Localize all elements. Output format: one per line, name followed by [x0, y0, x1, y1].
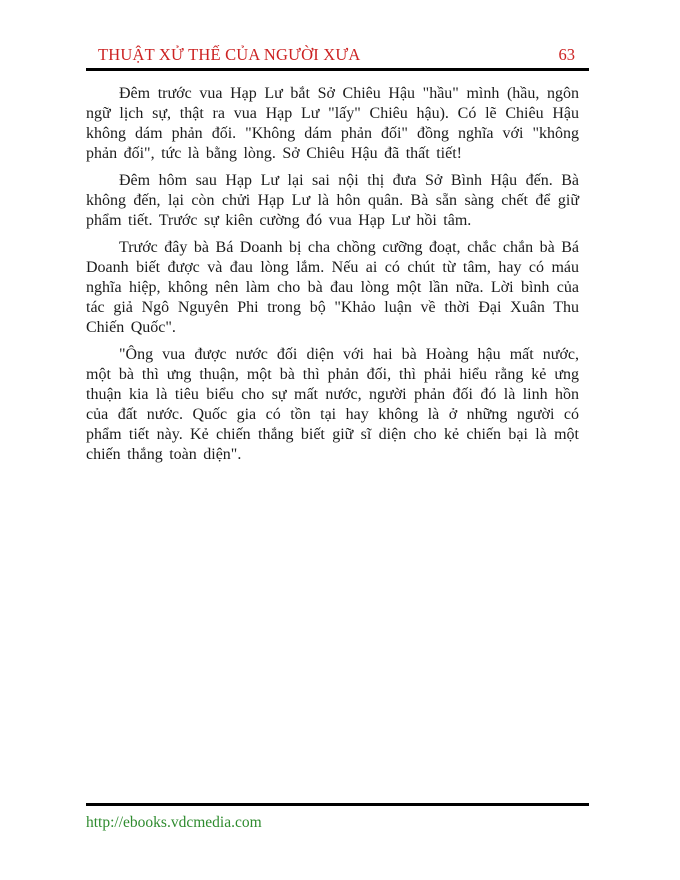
footer-link[interactable]: http://ebooks.vdcmedia.com [86, 814, 262, 831]
paragraph-2: Đêm hôm sau Hạp Lư lại sai nội thị đưa Sở Bình Hậu đến. Bà không đến, lại còn chửi Hạp Lư là hôn quân. Bà sẵn sàng chết để giữ phẩm tiết. Trước sự kiên cường đó vua Hạp Lư hồi tâm. [86, 172, 579, 229]
paragraph-3: Trước đây bà Bá Doanh bị cha chồng cưỡng đoạt, chắc chắn bà Bá Doanh biết được và đau lòng lắm. Nếu ai có chút từ tâm, hay có máu nghĩa hiệp, không nên làm cho bà đau lòng một lần nữa. Lời bình của tác giả Ngô Nguyên Phi trong bộ "Khảo luận về thời Đại Xuân Thu Chiến Quốc". [86, 239, 579, 336]
page-number: 63 [558, 45, 575, 64]
running-title: THUẬT XỬ THẾ CỦA NGƯỜI XƯA [98, 45, 361, 64]
paragraph-1: Đêm trước vua Hạp Lư bắt Sở Chiêu Hậu "hầu" mình (hầu, ngôn ngữ lịch sự, thật ra vua Hạp Lư "lấy" Chiêu hậu). Có lẽ Chiêu Hậu không dám phản đối. "Không dám phản đối" đồng nghĩa với "không phản đối", tức là bằng lòng. Sở Chiêu Hậu đã thất tiết! [86, 85, 579, 162]
page-header [86, 46, 589, 68]
page-body [86, 71, 589, 465]
footer-divider [86, 803, 589, 806]
page-content [86, 46, 589, 472]
paragraph-4: "Ông vua được nước đối diện với hai bà Hoàng hậu mất nước, một bà thì ưng thuận, một bà thì phản đối, thì phải hiểu rằng kẻ ưng thuận kia là tiêu biểu cho sự mất nước, người phản đối đó là linh hồn của đất nước. Quốc gia có tồn tại hay không là ở những người có phẩm tiết này. Kẻ chiến thắng biết giữ sĩ diện cho kẻ chiến bại là một chiến thắng toàn diện". [86, 346, 579, 463]
page-footer [86, 803, 589, 832]
